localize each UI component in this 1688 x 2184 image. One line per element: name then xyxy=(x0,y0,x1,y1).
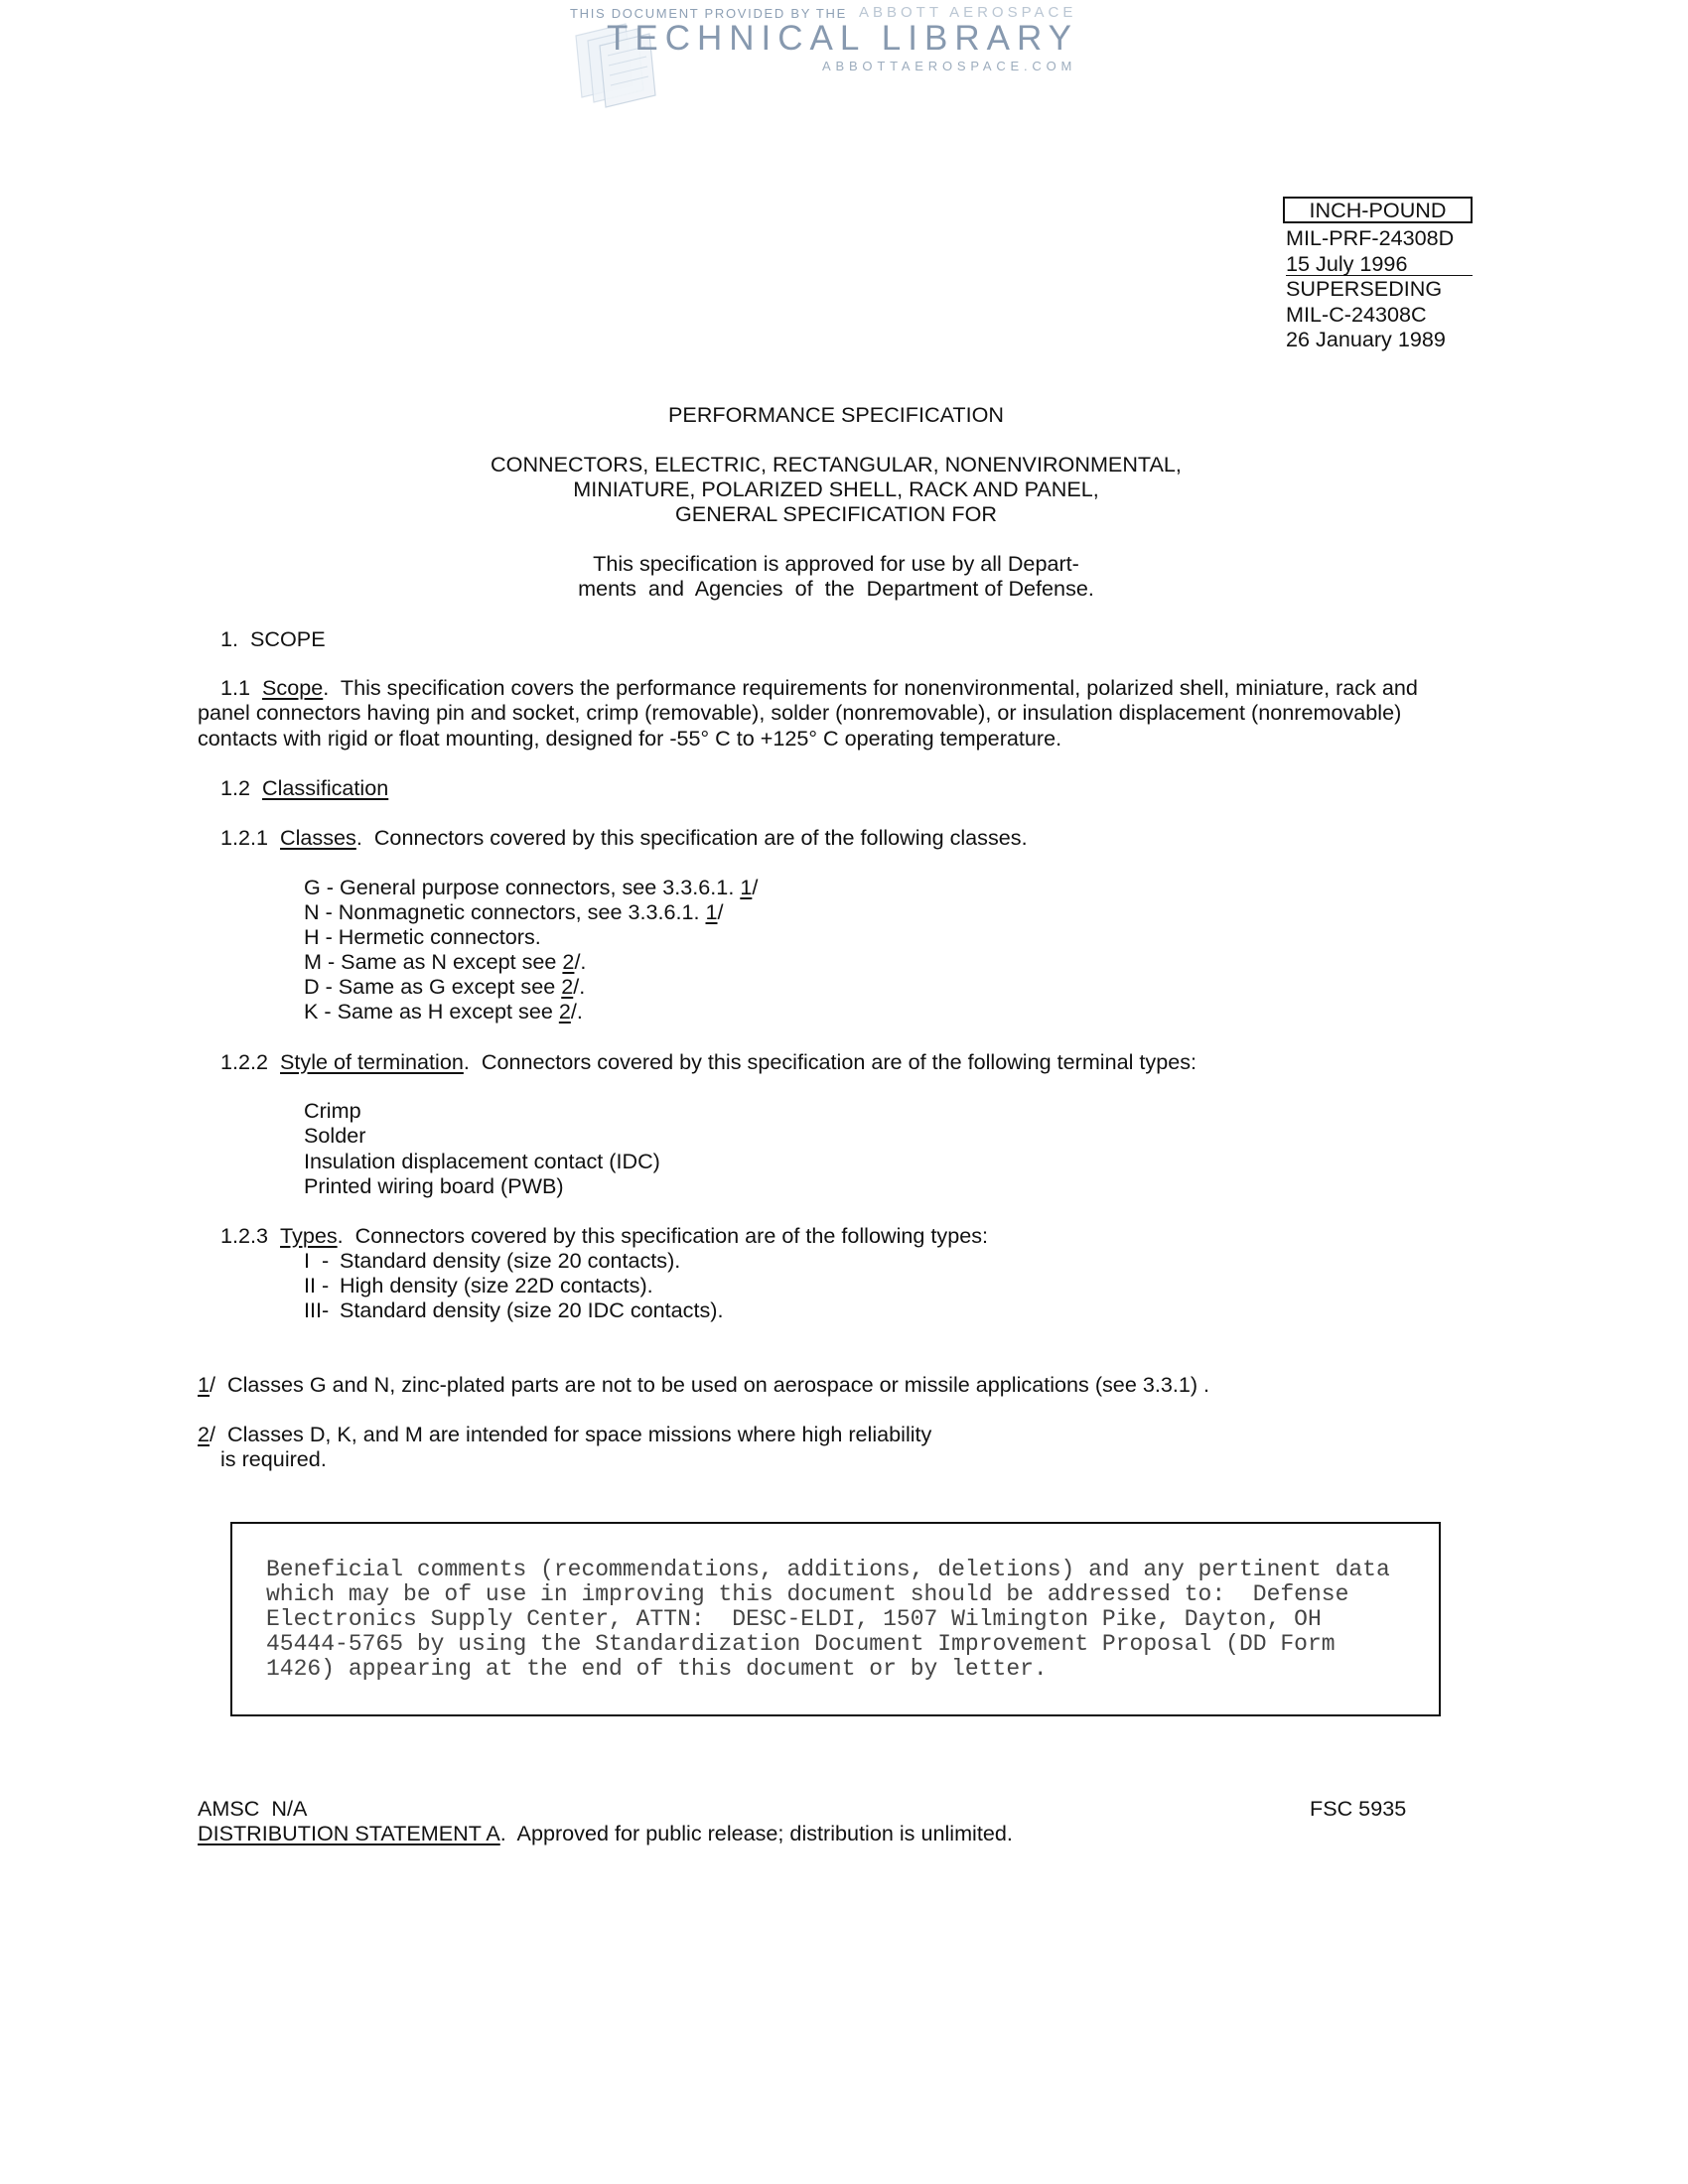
paragraph-line xyxy=(220,775,388,800)
amsc-text: AMSC N/A xyxy=(198,1795,308,1821)
footnote-text: Classes G and N, zinc-plated parts are not to be used on aerospace or missile applications (see 3.3.1) . xyxy=(215,1371,1210,1397)
class-text: G - General purpose connectors, see 3.3.6.1. xyxy=(304,874,741,899)
paragraph-line xyxy=(220,1049,1196,1074)
approval-line: This specification is approved for use by all Depart- xyxy=(593,550,1079,576)
footnote-ref: 2 xyxy=(561,973,574,999)
comment-line: Beneficial comments (recommendations, additions, deletions) and any pertinent data xyxy=(266,1556,1390,1582)
list-item xyxy=(304,974,758,999)
paragraph-title: Scope xyxy=(262,674,324,700)
type-description: High density (size 22D contacts). xyxy=(340,1272,653,1297)
footnote-ref: 2 xyxy=(562,948,575,974)
technical-library-watermark xyxy=(0,0,1688,119)
list-item xyxy=(304,1273,723,1297)
paragraph-text: . Connectors covered by this specification are of the following types: xyxy=(337,1222,989,1248)
list-item: Crimp xyxy=(304,1097,361,1123)
distribution-label: DISTRIBUTION STATEMENT A xyxy=(198,1820,500,1845)
paragraph-line xyxy=(220,825,1028,850)
types-list xyxy=(304,1248,723,1322)
footnote-ref-suffix: /. xyxy=(573,973,586,999)
superseding-label: SUPERSEDING xyxy=(1286,276,1443,301)
paragraph-number: 1.1 xyxy=(220,674,251,700)
classes-list xyxy=(304,875,758,1024)
list-item: Insulation displacement contact (IDC) xyxy=(304,1148,660,1173)
paragraph-title: Style of termination xyxy=(280,1048,464,1074)
class-text: K - Same as H except see xyxy=(304,998,559,1024)
paragraph-1-2-1-classes xyxy=(220,825,1028,850)
list-item xyxy=(304,875,758,899)
paragraph-text: . Connectors covered by this specification are of the following classes. xyxy=(355,824,1028,850)
distribution-statement xyxy=(198,1821,1013,1845)
watermark-website: ABBOTTAEROSPACE.COM xyxy=(822,59,1077,73)
paragraph-number: 1.2.1 xyxy=(220,824,269,850)
distribution-line xyxy=(198,1821,1013,1845)
class-text: N - Nonmagnetic connectors, see 3.3.6.1. xyxy=(304,898,706,924)
footnote-ref: 1 xyxy=(705,898,718,924)
paragraph-number: 1.2 xyxy=(220,774,251,800)
document-date: 15 July 1996 xyxy=(1286,251,1473,277)
paragraph-number: 1.2.3 xyxy=(220,1222,269,1248)
footnote-mark: 1 xyxy=(198,1371,211,1397)
list-item xyxy=(304,999,758,1024)
termination-list xyxy=(304,1098,660,1199)
watermark-provided-by: THIS DOCUMENT PROVIDED BY THE xyxy=(570,6,848,21)
beneficial-comments-box xyxy=(230,1522,1441,1716)
paragraph-line: panel connectors having pin and socket, crimp (removable), solder (nonremovable), or insulation displacement (nonremovable) xyxy=(198,700,1402,725)
footnote-ref: 1 xyxy=(740,874,753,899)
footnote-text: Classes D, K, and M are intended for space missions where high reliability xyxy=(215,1421,932,1446)
class-text: H - Hermetic connectors. xyxy=(304,923,541,949)
comment-line: 45444-5765 by using the Standardization Document Improvement Proposal (DD Form xyxy=(266,1630,1336,1657)
paragraph-line: contacts with rigid or float mounting, designed for -55° C to +125° C operating temperature. xyxy=(198,725,1062,751)
paragraph-text: . Connectors covered by this specification are of the following terminal types: xyxy=(463,1048,1197,1074)
paragraph-1-2-classification xyxy=(220,775,388,800)
fsc-label xyxy=(1310,1796,1406,1821)
distribution-text: . Approved for public release; distribution is unlimited. xyxy=(499,1820,1013,1845)
document-identifier-block xyxy=(1286,225,1473,352)
paragraph-title: Classes xyxy=(280,824,356,850)
footnote-ref-suffix: /. xyxy=(570,998,583,1024)
list-item: Printed wiring board (PWB) xyxy=(304,1173,564,1198)
footnote-slash: / xyxy=(210,1371,216,1397)
beneficial-comments-text xyxy=(266,1558,1390,1682)
type-description: Standard density (size 20 contacts). xyxy=(340,1247,681,1273)
superseded-number: MIL-C-24308C xyxy=(1286,301,1427,327)
type-numeral: I - xyxy=(304,1247,330,1273)
specification-type xyxy=(340,402,1333,427)
list-item xyxy=(304,949,758,974)
list-item xyxy=(304,1297,723,1322)
title-line: GENERAL SPECIFICATION FOR xyxy=(675,500,997,526)
comment-line: Electronics Supply Center, ATTN: DESC-ELDI, 1507 Wilmington Pike, Dayton, OH xyxy=(266,1605,1322,1632)
class-text: M - Same as N except see xyxy=(304,948,563,974)
document-number: MIL-PRF-24308D xyxy=(1286,225,1455,250)
comment-line: which may be of use in improving this document should be addressed to: Defense xyxy=(266,1580,1349,1607)
units-label: INCH-POUND xyxy=(1309,198,1447,222)
amsc-label xyxy=(198,1796,307,1821)
footnote-1 xyxy=(198,1372,1209,1397)
title-line: CONNECTORS, ELECTRIC, RECTANGULAR, NONENVIRONMENTAL, xyxy=(491,451,1182,477)
fsc-text: FSC 5935 xyxy=(1310,1795,1407,1821)
footnote-ref-suffix: /. xyxy=(574,948,587,974)
inch-pound-box xyxy=(1283,197,1473,223)
paragraph-1-2-2-termination xyxy=(220,1049,1196,1074)
paragraph-title: Classification xyxy=(262,774,389,800)
paragraph-line xyxy=(220,1223,988,1248)
paragraph-number: 1.2.2 xyxy=(220,1048,269,1074)
paragraph-1-1-scope xyxy=(198,675,1418,751)
section-heading-scope xyxy=(220,626,326,651)
approval-statement xyxy=(340,551,1333,601)
list-item: Solder xyxy=(304,1123,366,1148)
list-item xyxy=(304,1248,723,1273)
paragraph-title: Types xyxy=(280,1222,338,1248)
approval-line: ments and Agencies of the Department of Defense. xyxy=(578,575,1094,601)
superseded-date: 26 January 1989 xyxy=(1286,327,1446,351)
footnote-2 xyxy=(198,1422,931,1471)
footnote-ref-suffix: / xyxy=(752,874,759,899)
paragraph-line xyxy=(198,675,1418,701)
class-text: D - Same as G except see xyxy=(304,973,562,999)
footnote-ref-suffix: / xyxy=(717,898,724,924)
footnote-slash: / xyxy=(210,1421,216,1446)
type-description: Standard density (size 20 IDC contacts). xyxy=(340,1297,724,1322)
footnote-ref: 2 xyxy=(558,998,571,1024)
type-numeral: II - xyxy=(304,1272,330,1297)
title-line: MINIATURE, POLARIZED SHELL, RACK AND PANEL, xyxy=(573,476,1099,501)
paragraph-1-2-3-types xyxy=(220,1223,988,1248)
type-numeral: III- xyxy=(304,1297,330,1322)
comment-line: 1426) appearing at the end of this document or by letter. xyxy=(266,1655,1048,1682)
section-heading-text: 1. SCOPE xyxy=(220,625,326,651)
list-item xyxy=(304,924,758,949)
footnote-line xyxy=(198,1372,1209,1397)
watermark-library-title: TECHNICAL LIBRARY xyxy=(607,19,1078,58)
list-item xyxy=(304,899,758,924)
spec-type-label: PERFORMANCE SPECIFICATION xyxy=(668,401,1004,427)
watermark-brand: ABBOTT AEROSPACE xyxy=(859,4,1077,21)
footnote-line xyxy=(198,1422,931,1446)
paragraph-text: . This specification covers the performance requirements for nonenvironmental, polarized shell, miniature, rack and xyxy=(323,674,1418,700)
footnote-line: is required. xyxy=(220,1445,327,1471)
document-title xyxy=(340,452,1333,526)
footnote-mark: 2 xyxy=(198,1421,211,1446)
